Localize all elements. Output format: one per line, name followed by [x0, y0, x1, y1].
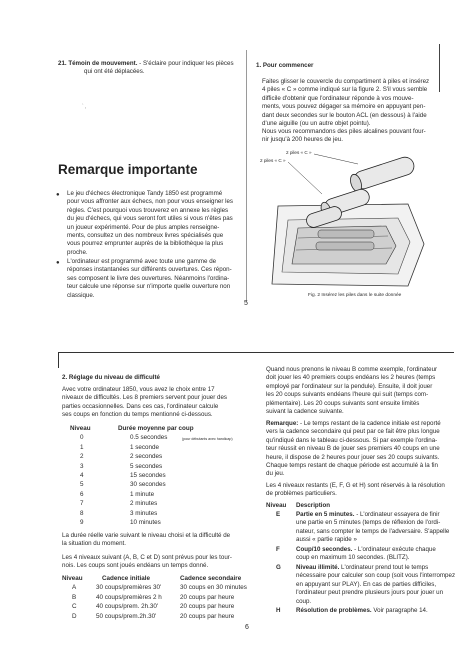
battery-compartment-illustration: [258, 146, 428, 296]
rem-l2: vers la cadence secondaire qui peut par ce fait être plus longue: [266, 428, 440, 436]
commencer-p1-l1: Faites glisser le couvercle du compartiment à piles et insérez: [262, 78, 430, 85]
remarque-label: Remarque:: [266, 420, 299, 427]
tournoi-l2: nois. Les coups sont joués endéans un temps donné.: [62, 562, 209, 570]
table-row: [70, 462, 250, 471]
page-number-5: 5: [244, 300, 248, 307]
desc-e-l2: une partie en 5 minutes (temps de réflexion de l'ordi-: [296, 519, 441, 527]
secondary-cell: 20 coups par heure: [180, 593, 235, 601]
rp1-l4: les 20 coups suivants endéans l'heure qui suit (temps com-: [266, 391, 429, 399]
item-21-label: 21. Témoin de mouvement.: [58, 60, 138, 67]
remarque-b2-l1: L'ordinateur est programmé avec toute une gamme de: [67, 258, 217, 265]
duration-cell: 0.5 secondes: [130, 434, 168, 442]
levels-table-header: [70, 424, 250, 433]
rp1-l6: suivant la cadence suivante.: [266, 408, 344, 415]
rp3-l1: Les 4 niveaux restants (E, F, G et H) sont réservés à la résolution: [266, 482, 445, 489]
remarque-b2-l2: réponses instantanées sur différents ouvertures. Ces répon-: [67, 266, 232, 274]
bullet-dot-icon: ●: [56, 260, 60, 266]
initial-cell: 40 coups/premières 2 h: [96, 593, 162, 601]
note-l1: La durée réelle varie suivant le niveau choisi et la difficulté de: [62, 532, 231, 539]
duration-cell: 1 seconde: [130, 443, 160, 451]
reglage-title: 2. Réglage du niveau de difficulté: [62, 374, 160, 381]
table-row: [62, 602, 250, 611]
level-cell: 7: [80, 500, 84, 508]
level-cell: B: [72, 593, 77, 601]
commencer-p1-l2: 4 piles « C » comme indiqué sur la figure 2. S'il vous semble: [262, 86, 428, 94]
note-l2: la situation du moment.: [62, 540, 126, 548]
header-niveau: Niveau: [266, 502, 287, 509]
rem-l4: teur réussit en niveau B de jouer ses premiers 40 coups en une: [266, 445, 440, 453]
rem-l1: [266, 420, 441, 428]
level-cell: C: [72, 603, 77, 611]
remarque-b1-l3: règles. C'est pourquoi vous trouverez en annexe les règles: [67, 206, 229, 214]
figure-label-2: 2 piles « C »: [260, 158, 286, 163]
table-row: [62, 593, 250, 602]
level-cell: G: [276, 564, 281, 571]
initial-cell: 30 coups/premières 30': [96, 584, 162, 592]
rem-l5: heure, il dispose de 2 heures pour jouer ses 20 coups suivants.: [266, 453, 440, 461]
commencer-p1-l3: difficile d'obtenir que l'ordinateur réponde à vos mouve-: [262, 94, 414, 102]
levels-table: [70, 424, 250, 527]
level-cell: D: [72, 612, 77, 620]
remarque-b2-l5: classique.: [67, 291, 95, 299]
rem-l7: du jeu.: [266, 470, 285, 478]
initial-cell: 50 coups/prem.2h.30': [96, 612, 157, 620]
desc-text: Voir paragraphe 14.: [371, 607, 428, 614]
desc-title: Niveau illimité.: [296, 564, 340, 571]
secondary-cell: 20 coups par heure: [180, 612, 235, 620]
remarque-b2-l3: ses composent le livre des ouvertures. Néanmoins l'ordina-: [67, 274, 230, 282]
desc-g-l1: [296, 564, 428, 572]
level-cell: 1: [80, 443, 84, 451]
desc-e-l3: nateur, sans compter le temps de l'adversaire. S'appelle: [296, 527, 450, 535]
remarque-b1-l4: du jeu d'échecs, qui vous seront fort utiles si vous n'êtes pas: [67, 215, 233, 223]
level-cell: 9: [80, 518, 84, 526]
duration-cell: 15 secondes: [130, 471, 166, 479]
intro-l2: niveaux de difficultés. Les 8 premiers servent pour jouer des: [62, 394, 227, 402]
level-cell: 8: [80, 509, 84, 517]
table-row: [70, 443, 250, 452]
rp1-l2: doit jouer les 40 premiers coups endéans les 2 heures (temps: [266, 374, 436, 382]
column-divider: [246, 50, 247, 302]
level-cell: H: [276, 607, 281, 614]
duration-cell: 2 secondes: [130, 453, 163, 461]
duration-cell: 10 minutes: [130, 518, 161, 526]
figure-caption: Fig. 2 Insérez les piles dans le suite donnée: [308, 293, 402, 298]
duration-cell: 1 minute: [130, 490, 155, 498]
secondary-cell: 30 coups en 30 minutes: [180, 584, 247, 592]
header-description: Description: [296, 502, 331, 509]
rp1-l1: Quand nous prenons le niveau B comme exemple, l'ordinateur: [266, 366, 438, 373]
rem-l3: qu'indiqué dans le tableau ci-dessous. Si par exemple l'ordina-: [266, 436, 438, 444]
table-row: [70, 471, 250, 480]
header-niveau: Niveau: [62, 575, 83, 582]
desc-title: Coup/10 secondes.: [296, 546, 353, 553]
desc-g-l4: l'ordinateur peut prendre plusieurs jours pour jouer un: [296, 589, 444, 597]
item-21-text-line2: qui ont été déplacées.: [84, 68, 145, 75]
table-row: [70, 518, 250, 527]
header-cadence-initiale: Cadence initiale: [102, 575, 150, 582]
intro-l1: Avec votre ordinateur 1850, vous avez le choix entre 17: [62, 386, 215, 393]
duration-cell: 3 minutes: [130, 509, 158, 517]
table-row: [70, 490, 250, 499]
remarque-b1-l2: pour vous affronter aux échecs, non pour vous enseigner les: [67, 198, 234, 206]
bullet-dot-icon: ●: [56, 192, 60, 198]
table-row: [62, 583, 250, 592]
desc-title: Partie en 5 minutes.: [296, 511, 355, 518]
commencer-p1-l6: d'une aiguille (ou un autre objet pointu).: [262, 120, 371, 127]
intro-l3: parties occasionnelles. Dans ces cas, l'ordinateur calcule: [62, 402, 219, 410]
level-cell: F: [276, 546, 280, 553]
remarque-b2-l4: teur calcule une réponse sur n'importe quelle ouverture non: [67, 283, 231, 291]
remarque-b1-l1: Le jeu d'échecs électronique Tandy 1850 est programmé: [67, 190, 223, 197]
desc-g-l5: coup.: [296, 597, 312, 605]
page-edge-mark: [439, 44, 440, 92]
level-cell: 6: [80, 490, 84, 498]
desc-text: L'ordinateur prend tout le temps: [339, 564, 429, 571]
rp1-l5: plémentaire). Les 20 coups suivants sont ensuite limités: [266, 399, 420, 407]
initial-cell: 40 coups/prem. 2h.30': [96, 603, 159, 611]
item-21-text-line1: - S'éclaire pour indiquer les pièces: [139, 60, 234, 67]
table-row: [70, 499, 250, 508]
desc-g-l3: en appuyant sur PLAY). En cas de parties difficiles,: [296, 580, 437, 588]
header-cadence-secondaire: Cadence secondaire: [180, 575, 242, 582]
desc-f-l1: [296, 546, 436, 554]
level-cell: 5: [80, 481, 84, 489]
duration-cell: 2 minutes: [130, 500, 158, 508]
scan-speck: ` ,: [82, 104, 87, 110]
desc-text: - L'ordinateur essayera de finir: [354, 511, 440, 518]
desc-text: - L'ordinateur exécute chaque: [352, 546, 436, 553]
commencer-p1-l5: dant deux secondes sur le bouton ACL (en dessous) à l'aide: [262, 111, 427, 119]
tournament-table: [62, 574, 250, 621]
table-row: [70, 480, 250, 489]
level-cell: 3: [80, 462, 84, 470]
desc-f-l2: coup en maximum 10 secondes. (BLITZ).: [296, 554, 410, 562]
desc-g-l2: nécessaire pour calculer son coup (soit vous l'interrompez: [296, 572, 456, 580]
table-row: [70, 509, 250, 518]
duration-cell: 30 secondes: [130, 481, 166, 489]
rp3-l2: de problèmes particuliers.: [266, 490, 337, 498]
desc-h-l1: [296, 607, 428, 615]
page-corner-rule: [58, 352, 59, 368]
secondary-cell: 20 coups par heure: [180, 603, 235, 611]
level-cell: 0: [80, 434, 84, 442]
commencer-p1-l4: ments, vous pouvez dégager sa mémoire en appuyant pen-: [262, 103, 426, 111]
level-cell: 4: [80, 471, 84, 479]
intro-l4: ses coups en fonction du temps mentionné ci-dessous.: [62, 411, 213, 419]
remarque-b1-l5: un joueur expérimenté. Pour de plus amples renseigne-: [67, 223, 220, 231]
table-row: [62, 612, 250, 621]
header-niveau: Niveau: [70, 425, 91, 432]
duration-note: (pour débutants avec handicap): [182, 437, 233, 442]
level-cell: A: [72, 584, 77, 592]
figure-label-1: 2 piles « C »: [286, 150, 312, 155]
rem-l6: Chaque temps restant de chaque période est accumulé à la fin: [266, 462, 438, 469]
page-number-6: 6: [245, 624, 249, 631]
desc-e-l4: aussi « partie rapide »: [296, 536, 357, 544]
rem-l1-text: - Le temps restant de la cadence initiale est reporté: [298, 420, 441, 427]
page-top-rule: [58, 352, 454, 353]
remarque-b1-l8: proche.: [67, 248, 88, 256]
tournament-table-header: [62, 574, 250, 583]
level-cell: E: [276, 511, 281, 518]
commencer-p2-l2: nir jusqu'à 200 heures de jeu.: [262, 136, 343, 144]
tournoi-l1: Les 4 niveaux suivant (A, B, C et D) sont prévus pour les tour-: [62, 554, 232, 561]
header-duree: Durée moyenne par coup: [118, 425, 194, 432]
remarque-b1-l7: vous pourrez emprunter auprès de la bibliothèque la plus: [67, 240, 224, 248]
commencer-p2-l1: Nous vous recommandons des piles alcalines pouvant four-: [262, 128, 426, 135]
commencer-title: 1. Pour commencer: [256, 62, 314, 69]
desc-title: Résolution de problèmes.: [296, 607, 372, 614]
remarque-b1-l6: ments, consultez un des nombreux livres spécialisés que: [67, 232, 224, 239]
duration-cell: 5 secondes: [130, 462, 163, 470]
remarque-title: Remarque importante: [58, 162, 198, 177]
desc-e-l1: [296, 511, 440, 519]
table-row: [70, 433, 250, 442]
table-row: [70, 452, 250, 461]
level-cell: 2: [80, 453, 84, 461]
figure-2: [258, 146, 428, 296]
rp1-l3: employé par l'ordinateur sur la pendule). Ensuite, il doit jouer: [266, 382, 433, 390]
